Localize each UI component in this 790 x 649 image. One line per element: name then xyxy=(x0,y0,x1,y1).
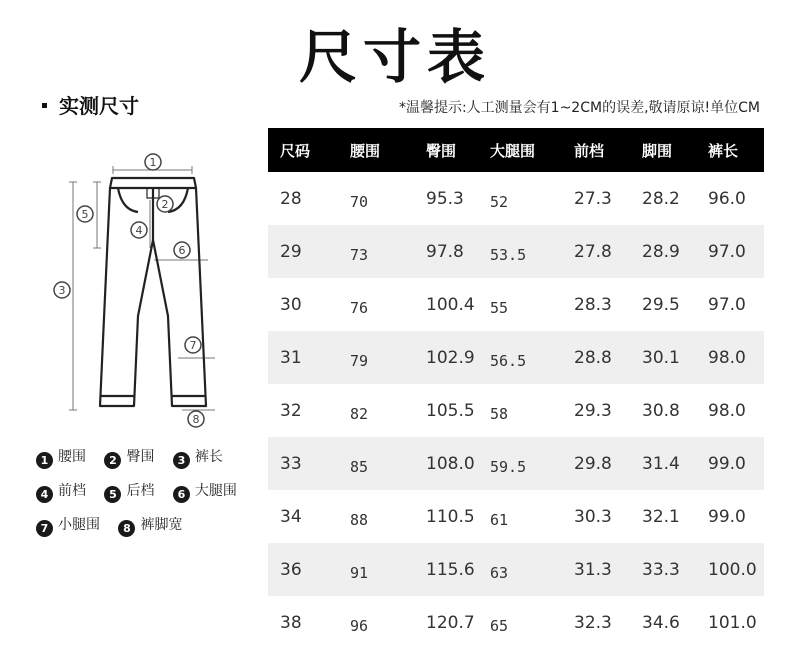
cell-front-rise: 28.8 xyxy=(562,331,630,384)
cell-front-rise: 32.3 xyxy=(574,612,612,633)
cell-leg-opening: 28.2 xyxy=(642,188,680,209)
cell-length: 98.0 xyxy=(696,331,764,384)
legend-item xyxy=(104,480,154,503)
marker-1 xyxy=(145,154,161,170)
legend-label: 裤长 xyxy=(194,449,223,465)
legend-row xyxy=(36,446,276,480)
section-heading xyxy=(42,90,139,119)
cell-thigh: 63 xyxy=(478,543,562,596)
measurement-legend xyxy=(36,446,276,548)
header-front-rise: 前档 xyxy=(562,128,630,172)
cell-size: 28 xyxy=(280,188,302,209)
legend-item xyxy=(173,446,223,469)
header-hip: 臀围 xyxy=(414,128,478,172)
marker-5 xyxy=(77,206,93,222)
cell-length: 101.0 xyxy=(708,612,757,633)
svg-text:8: 8 xyxy=(192,413,200,426)
cell-leg-opening: 34.6 xyxy=(642,612,680,633)
table-row xyxy=(268,331,764,384)
legend-number: 3 xyxy=(173,452,190,469)
legend-label: 臀围 xyxy=(126,449,155,465)
cell-thigh: 52 xyxy=(490,193,509,211)
cell-leg-opening: 31.4 xyxy=(630,437,696,490)
legend-label: 小腿围 xyxy=(58,517,100,533)
legend-number: 7 xyxy=(36,520,53,537)
table-row xyxy=(268,437,764,490)
cell-hip: 105.5 xyxy=(426,400,475,421)
cell-thigh: 55 xyxy=(490,299,509,317)
legend-row xyxy=(36,514,276,548)
cell-size: 30 xyxy=(280,294,302,315)
cell-size: 38 xyxy=(280,612,302,633)
cell-hip: 120.7 xyxy=(426,612,475,633)
measurement-notice: *温馨提示:人工测量会有1~2CM的误差,敬请原谅!单位CM xyxy=(398,100,760,116)
marker-7 xyxy=(185,337,201,353)
svg-text:3: 3 xyxy=(58,284,66,297)
legend-item xyxy=(36,446,86,469)
cell-front-rise: 27.8 xyxy=(562,225,630,278)
table-row xyxy=(268,225,764,278)
cell-length: 99.0 xyxy=(696,437,764,490)
cell-waist: 79 xyxy=(338,331,414,384)
marker-3 xyxy=(54,282,70,298)
legend-label: 前档 xyxy=(58,483,86,499)
cell-front-rise: 29.3 xyxy=(574,400,612,421)
cell-waist: 91 xyxy=(338,543,414,596)
cell-hip: 115.6 xyxy=(414,543,478,596)
legend-number: 8 xyxy=(118,520,135,537)
cell-waist: 73 xyxy=(338,225,414,278)
cell-leg-opening: 30.8 xyxy=(642,400,680,421)
cell-leg-opening: 32.1 xyxy=(642,506,680,527)
legend-item xyxy=(36,514,100,537)
legend-label: 裤脚宽 xyxy=(140,517,183,533)
legend-label: 腰围 xyxy=(58,449,86,465)
legend-label: 后档 xyxy=(126,483,155,499)
legend-item xyxy=(36,480,86,503)
cell-waist: 76 xyxy=(350,299,369,317)
cell-size: 33 xyxy=(268,437,338,490)
cell-leg-opening: 30.1 xyxy=(630,331,696,384)
cell-size: 29 xyxy=(268,225,338,278)
page-title: 尺寸表 xyxy=(298,23,491,91)
cell-length: 99.0 xyxy=(708,506,746,527)
cell-thigh: 56.5 xyxy=(478,331,562,384)
cell-thigh: 61 xyxy=(490,511,509,529)
table-row xyxy=(268,384,764,437)
cell-leg-opening: 33.3 xyxy=(630,543,696,596)
header-leg-opening: 脚围 xyxy=(630,128,696,172)
svg-text:4: 4 xyxy=(135,224,143,237)
cell-thigh: 58 xyxy=(490,405,509,423)
legend-row xyxy=(36,480,276,514)
cell-front-rise: 30.3 xyxy=(574,506,612,527)
cell-hip: 110.5 xyxy=(426,506,475,527)
legend-number: 6 xyxy=(173,486,190,503)
legend-number: 1 xyxy=(36,452,53,469)
table-row xyxy=(268,490,764,543)
cell-leg-opening: 28.9 xyxy=(630,225,696,278)
legend-item xyxy=(173,480,237,503)
cell-waist: 70 xyxy=(350,193,369,211)
svg-text:1: 1 xyxy=(149,156,157,169)
cell-length: 97.0 xyxy=(696,225,764,278)
legend-label: 大腿围 xyxy=(194,483,237,499)
cell-hip: 95.3 xyxy=(426,188,464,209)
marker-2 xyxy=(157,196,173,212)
svg-text:6: 6 xyxy=(178,244,186,257)
svg-text:7: 7 xyxy=(189,339,197,352)
marker-8 xyxy=(188,411,204,427)
cell-front-rise: 28.3 xyxy=(574,294,612,315)
cell-leg-opening: 29.5 xyxy=(642,294,680,315)
cell-hip: 97.8 xyxy=(414,225,478,278)
cell-length: 96.0 xyxy=(708,188,746,209)
svg-text:5: 5 xyxy=(81,208,89,221)
cell-hip: 100.4 xyxy=(426,294,475,315)
table-header-row xyxy=(268,128,764,172)
cell-length: 100.0 xyxy=(696,543,764,596)
cell-size: 32 xyxy=(280,400,302,421)
size-table xyxy=(268,128,764,649)
cell-thigh: 59.5 xyxy=(478,437,562,490)
marker-6 xyxy=(174,242,190,258)
cell-waist: 96 xyxy=(350,617,369,635)
legend-item xyxy=(118,514,182,537)
legend-item xyxy=(104,446,154,469)
svg-text:2: 2 xyxy=(161,198,169,211)
cell-hip: 108.0 xyxy=(414,437,478,490)
legend-number: 2 xyxy=(104,452,121,469)
table-row xyxy=(268,278,764,331)
section-heading-text: 实测尺寸 xyxy=(59,94,139,118)
cell-front-rise: 27.3 xyxy=(574,188,612,209)
table-row xyxy=(268,172,764,225)
header-waist: 腰围 xyxy=(338,128,414,172)
marker-4 xyxy=(131,222,147,238)
legend-number: 5 xyxy=(104,486,121,503)
cell-length: 98.0 xyxy=(708,400,746,421)
cell-thigh: 65 xyxy=(490,617,509,635)
bullet-icon xyxy=(42,103,47,108)
cell-waist: 88 xyxy=(350,511,369,529)
pants-diagram xyxy=(50,148,240,428)
cell-waist: 82 xyxy=(350,405,369,423)
table-row xyxy=(268,596,764,649)
cell-waist: 85 xyxy=(338,437,414,490)
header-size: 尺码 xyxy=(268,128,338,172)
cell-size: 31 xyxy=(268,331,338,384)
cell-length: 97.0 xyxy=(708,294,746,315)
header-length: 裤长 xyxy=(696,128,764,172)
cell-size: 36 xyxy=(268,543,338,596)
legend-number: 4 xyxy=(36,486,53,503)
cell-hip: 102.9 xyxy=(414,331,478,384)
header-thigh: 大腿围 xyxy=(478,128,562,172)
cell-front-rise: 31.3 xyxy=(562,543,630,596)
cell-size: 34 xyxy=(280,506,302,527)
cell-thigh: 53.5 xyxy=(478,225,562,278)
table-row xyxy=(268,543,764,596)
cell-front-rise: 29.8 xyxy=(562,437,630,490)
